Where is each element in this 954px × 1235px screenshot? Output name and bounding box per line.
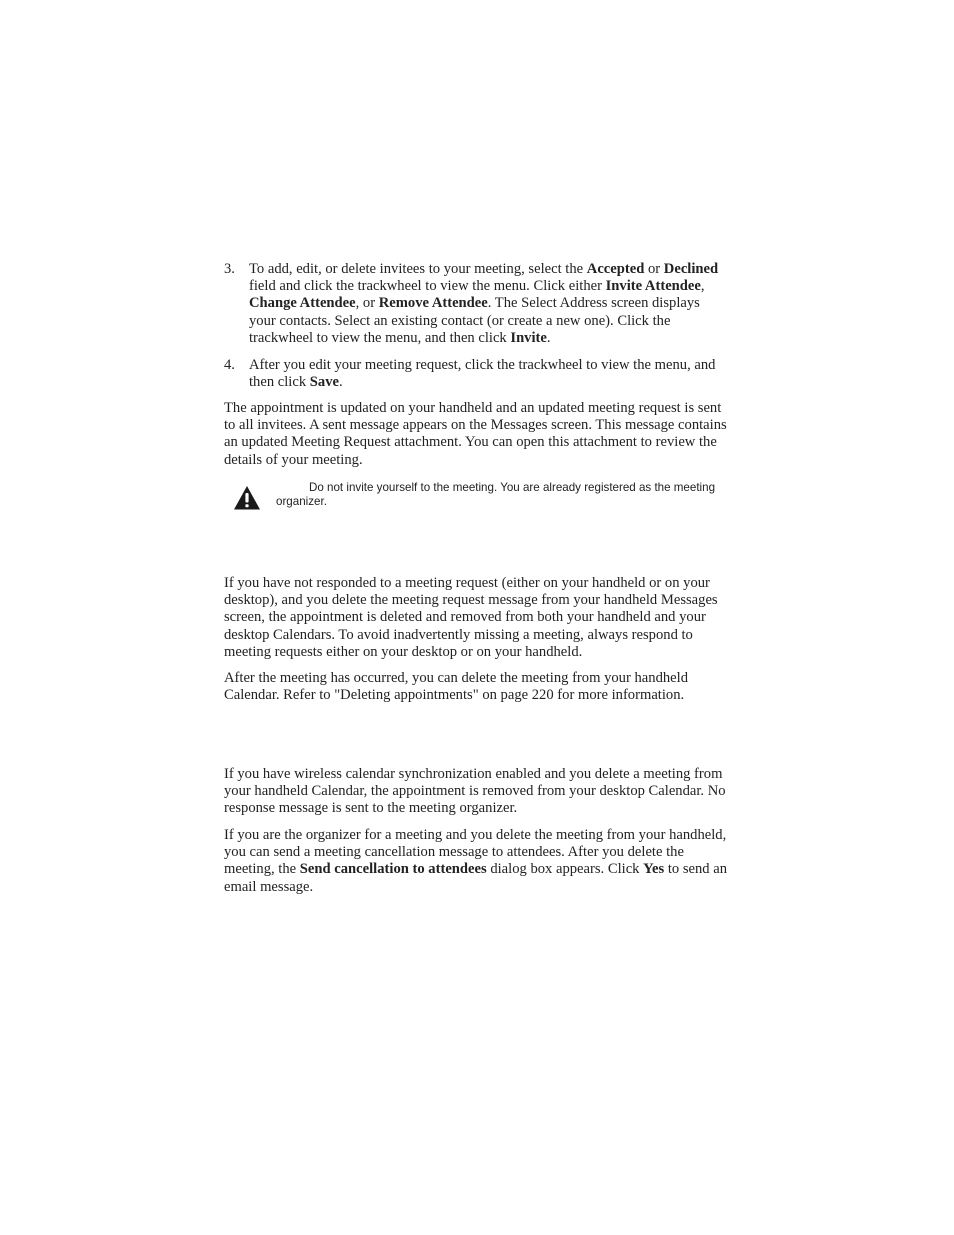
step-text [249,261,730,347]
bold-term: Remove Attendee [378,295,488,312]
text-run: . [338,374,343,391]
list-item-step-3 [224,261,730,347]
step-text [249,357,730,391]
paragraph-wireless-sync: If you have wireless calendar synchronization enabled and you delete a meeting from your handheld Calendar, the appointment is removed from your desktop Calendar. No response message is sent to the meeting organizer. [224,766,726,817]
note-text: Do not invite yourself to the meeting. You are already registered as the meeting organizer. [276,481,716,509]
warning-icon [233,485,261,511]
bold-term: Change Attendee [249,295,356,312]
list-item-step-4 [224,357,730,391]
text-run: to send an email message. [224,861,728,895]
text-run: , or [355,295,379,312]
bold-term: Send cancellation to attendees [299,861,487,878]
text-run: , [700,278,705,295]
paragraph-not-responded: If you have not responded to a meeting request (either on your handheld or on your desktop), and you delete the meeting request message from your handheld Messages screen, the appointment is deleted and removed from both your handheld and your desktop Calendars. To avoid inadvertently missing a meeting, always respond to meeting requests either on your desktop or on your handheld. [224,575,718,660]
text-run: If you are the organizer for a meeting and you delete the meeting from your handheld, you can send a meeting cancellation message to attendees. After you delete the meeting, the [224,827,727,878]
paragraph-updated: The appointment is updated on your handheld and an updated meeting request is sent to all invitees. A sent message appears on the Messages screen. This message contains an updated Meeting Request attachment. You can open this attachment to review the details of your meeting. [224,400,727,468]
bold-term: Accepted [586,261,645,277]
bold-term: Declined [663,261,719,277]
step-number: 4. [224,357,235,373]
text-run: . [546,329,551,346]
text-run: After you edit your meeting request, click the trackwheel to view the menu, and then click [249,357,716,391]
paragraph-organizer [224,827,730,896]
bold-term: Yes [643,861,665,878]
text-run: dialog box appears. Click [486,861,644,878]
bold-term: Invite [510,329,547,346]
text-run: . The Select Address screen displays your contacts. Select an existing contact (or create a new one). Click the trackwheel to view the menu, and then click [249,295,700,346]
bold-term: Invite Attendee [605,278,701,295]
text-run: To add, edit, or delete invitees to your meeting, select the [249,261,587,277]
text-run: field and click the trackwheel to view the menu. Click either [249,278,606,295]
bold-term: Save [309,374,339,391]
text-run: or [644,261,664,277]
step-number: 3. [224,261,235,277]
paragraph-after-meeting: After the meeting has occurred, you can delete the meeting from your handheld Calendar. Refer to "Deleting appointments" on page 220 for more information. [224,670,688,704]
